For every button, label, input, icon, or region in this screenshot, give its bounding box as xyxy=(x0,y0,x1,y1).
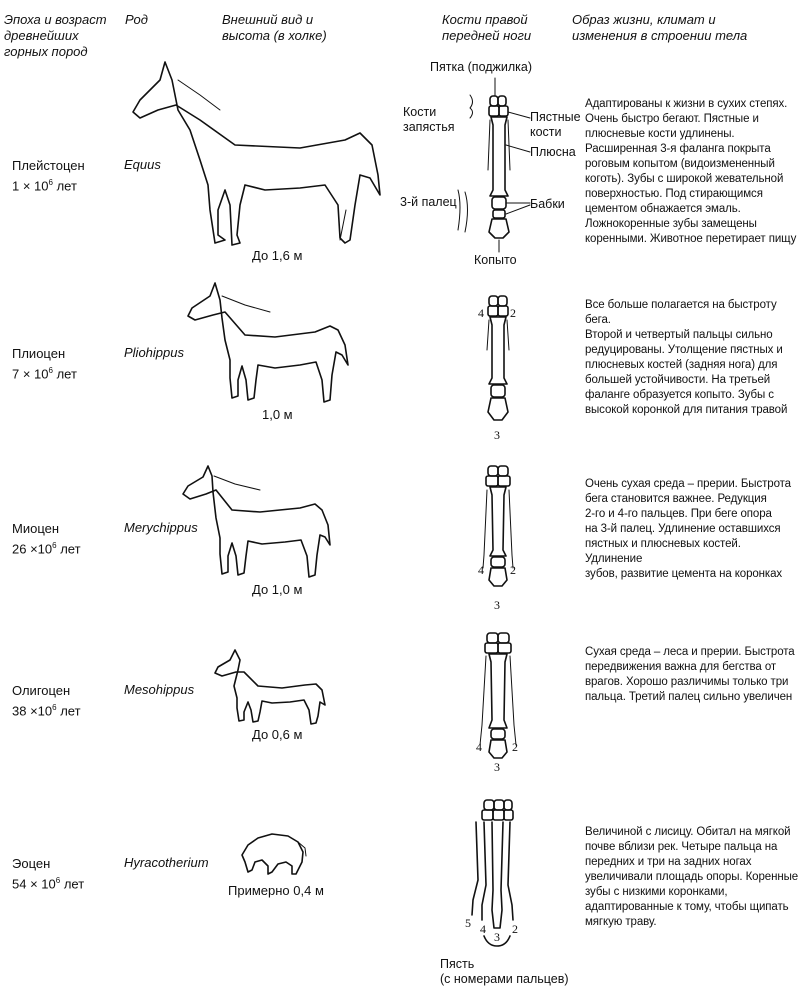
toe-number-hyraco-5: 5 xyxy=(465,916,471,930)
row-pliohippus-height: 1,0 м xyxy=(262,407,293,422)
row-hyracotherium-era: Эоцен $54 \times 10^6$ лет xyxy=(12,856,85,892)
row-merychippus-genus: Merychippus xyxy=(124,520,198,535)
header-bones: Кости правой передней ноги xyxy=(442,12,532,43)
toe-number-plio-2: 2 xyxy=(510,306,516,320)
label-carpal-bones: Кости запястья xyxy=(403,105,455,134)
label-pasterns: Бабки xyxy=(530,197,565,211)
label-hoof: Копыто xyxy=(474,253,517,267)
pliohippus-horse-drawing xyxy=(188,283,348,402)
mesohippus-foot-bones-drawing xyxy=(480,633,516,758)
toe-number-hyraco-4: 4 xyxy=(480,922,486,936)
merychippus-horse-drawing xyxy=(183,466,330,577)
row-pliohippus-era: Плиоцен $7 \times 10^6$ лет xyxy=(12,346,77,382)
header-life: Образ жизни, климат и изменения в строении тела xyxy=(572,12,748,43)
toe-number-plio-4: 4 xyxy=(478,306,484,320)
row-mesohippus-era: Олигоцен $38 \times 10^6$ лет xyxy=(12,683,81,719)
equus-foot-bones-drawing xyxy=(458,78,530,252)
row-mesohippus-description: Сухая среда – леса и прерии. Быстрота передвижения важна для бегства от врагов. Хорошо различимы только три пальца. Третий палец сильно увеличен xyxy=(585,646,795,703)
header-genus: Род xyxy=(125,12,148,27)
equus-horse-drawing xyxy=(133,62,380,245)
row-equus-description: Адаптированы к жизни в сухих степях. Очень быстро бегают. Пястные и плюсневые кости удлинены. Расширенная 3-я фаланга покрыта роговым копытом (видоизмененный коготь). Зубы с широкой жевательной поверхностью. Под стирающимся цементом обнажается эмаль. Ложнокоренные зубы замещены коренными. Животное перетирает пищу xyxy=(585,98,797,245)
row-hyracotherium-description: Величиной с лисицу. Обитал на мягкой почве вблизи рек. Четыре пальца на передних и три на задних ногах увеличивали площадь опоры. Коренные зубы с низкими коронками, адаптированные к тому, чтобы щипать мягкую траву. xyxy=(585,826,799,928)
mesohippus-horse-drawing xyxy=(215,650,325,724)
toe-number-meso-4: 4 xyxy=(476,740,482,754)
hyracotherium-foot-bones-drawing xyxy=(472,800,513,946)
row-hyracotherium-height: Примерно 0,4 м xyxy=(228,883,324,898)
toe-number-plio-3: 3 xyxy=(494,428,500,442)
toe-number-meso-3: 3 xyxy=(494,760,500,774)
row-merychippus-height: До 1,0 м xyxy=(252,582,303,597)
merychippus-foot-bones-drawing xyxy=(483,466,513,586)
row-pliohippus-description: Все больше полагается на быстроту бега. Второй и четвертый пальцы сильно редуцированы. Утолщение пястных и плюсневых костей (задняя нога) для большей устойчивости. На третьей фаланге образуется копыто. Зубы с высокой коронкой для питания травой xyxy=(585,299,788,416)
row-mesohippus-height: До 0,6 м xyxy=(252,727,303,742)
label-heel: Пятка (поджилка) xyxy=(430,60,533,74)
label-third-toe: 3-й палец xyxy=(400,195,457,209)
hyracotherium-drawing xyxy=(242,834,306,874)
toe-number-mery-3: 3 xyxy=(494,598,500,612)
label-wrist: Пясть (с номерами пальцев) xyxy=(440,957,569,986)
row-pliohippus-genus: Pliohippus xyxy=(124,345,184,360)
label-metacarpal-bones: Пястные кости xyxy=(530,110,581,139)
toe-number-mery-4: 4 xyxy=(478,563,484,577)
header-era: Эпоха и возраст древнейших горных пород xyxy=(4,12,107,59)
label-metatarsal: Плюсна xyxy=(530,145,576,159)
header-appearance: Внешний вид и высота (в холке) xyxy=(222,12,327,43)
row-equus-genus: Equus xyxy=(124,157,161,172)
row-hyracotherium-genus: Hyracotherium xyxy=(124,855,209,870)
row-merychippus-description: Очень сухая среда – прерии. Быстрота бега становится важнее. Редукция 2-го и 4-го пальцев. При беге опора на 3-й палец. Удлинение оставшихся пястных и плюсневых костей. Удлинение зубов, развитие цемента на коронках xyxy=(585,478,791,580)
pliohippus-foot-bones-drawing xyxy=(487,296,509,420)
toe-number-meso-2: 2 xyxy=(512,740,518,754)
toe-number-hyraco-2: 2 xyxy=(512,922,518,936)
toe-number-hyraco-3: 3 xyxy=(494,930,500,944)
row-equus-height: До 1,6 м xyxy=(252,248,303,263)
row-equus-era: Плейстоцен $1 \times 10^6$ лет xyxy=(12,158,85,194)
row-mesohippus-genus: Mesohippus xyxy=(124,682,195,697)
toe-number-mery-2: 2 xyxy=(510,563,516,577)
row-merychippus-era: Миоцен $26 \times 10^6$ лет xyxy=(12,521,81,557)
